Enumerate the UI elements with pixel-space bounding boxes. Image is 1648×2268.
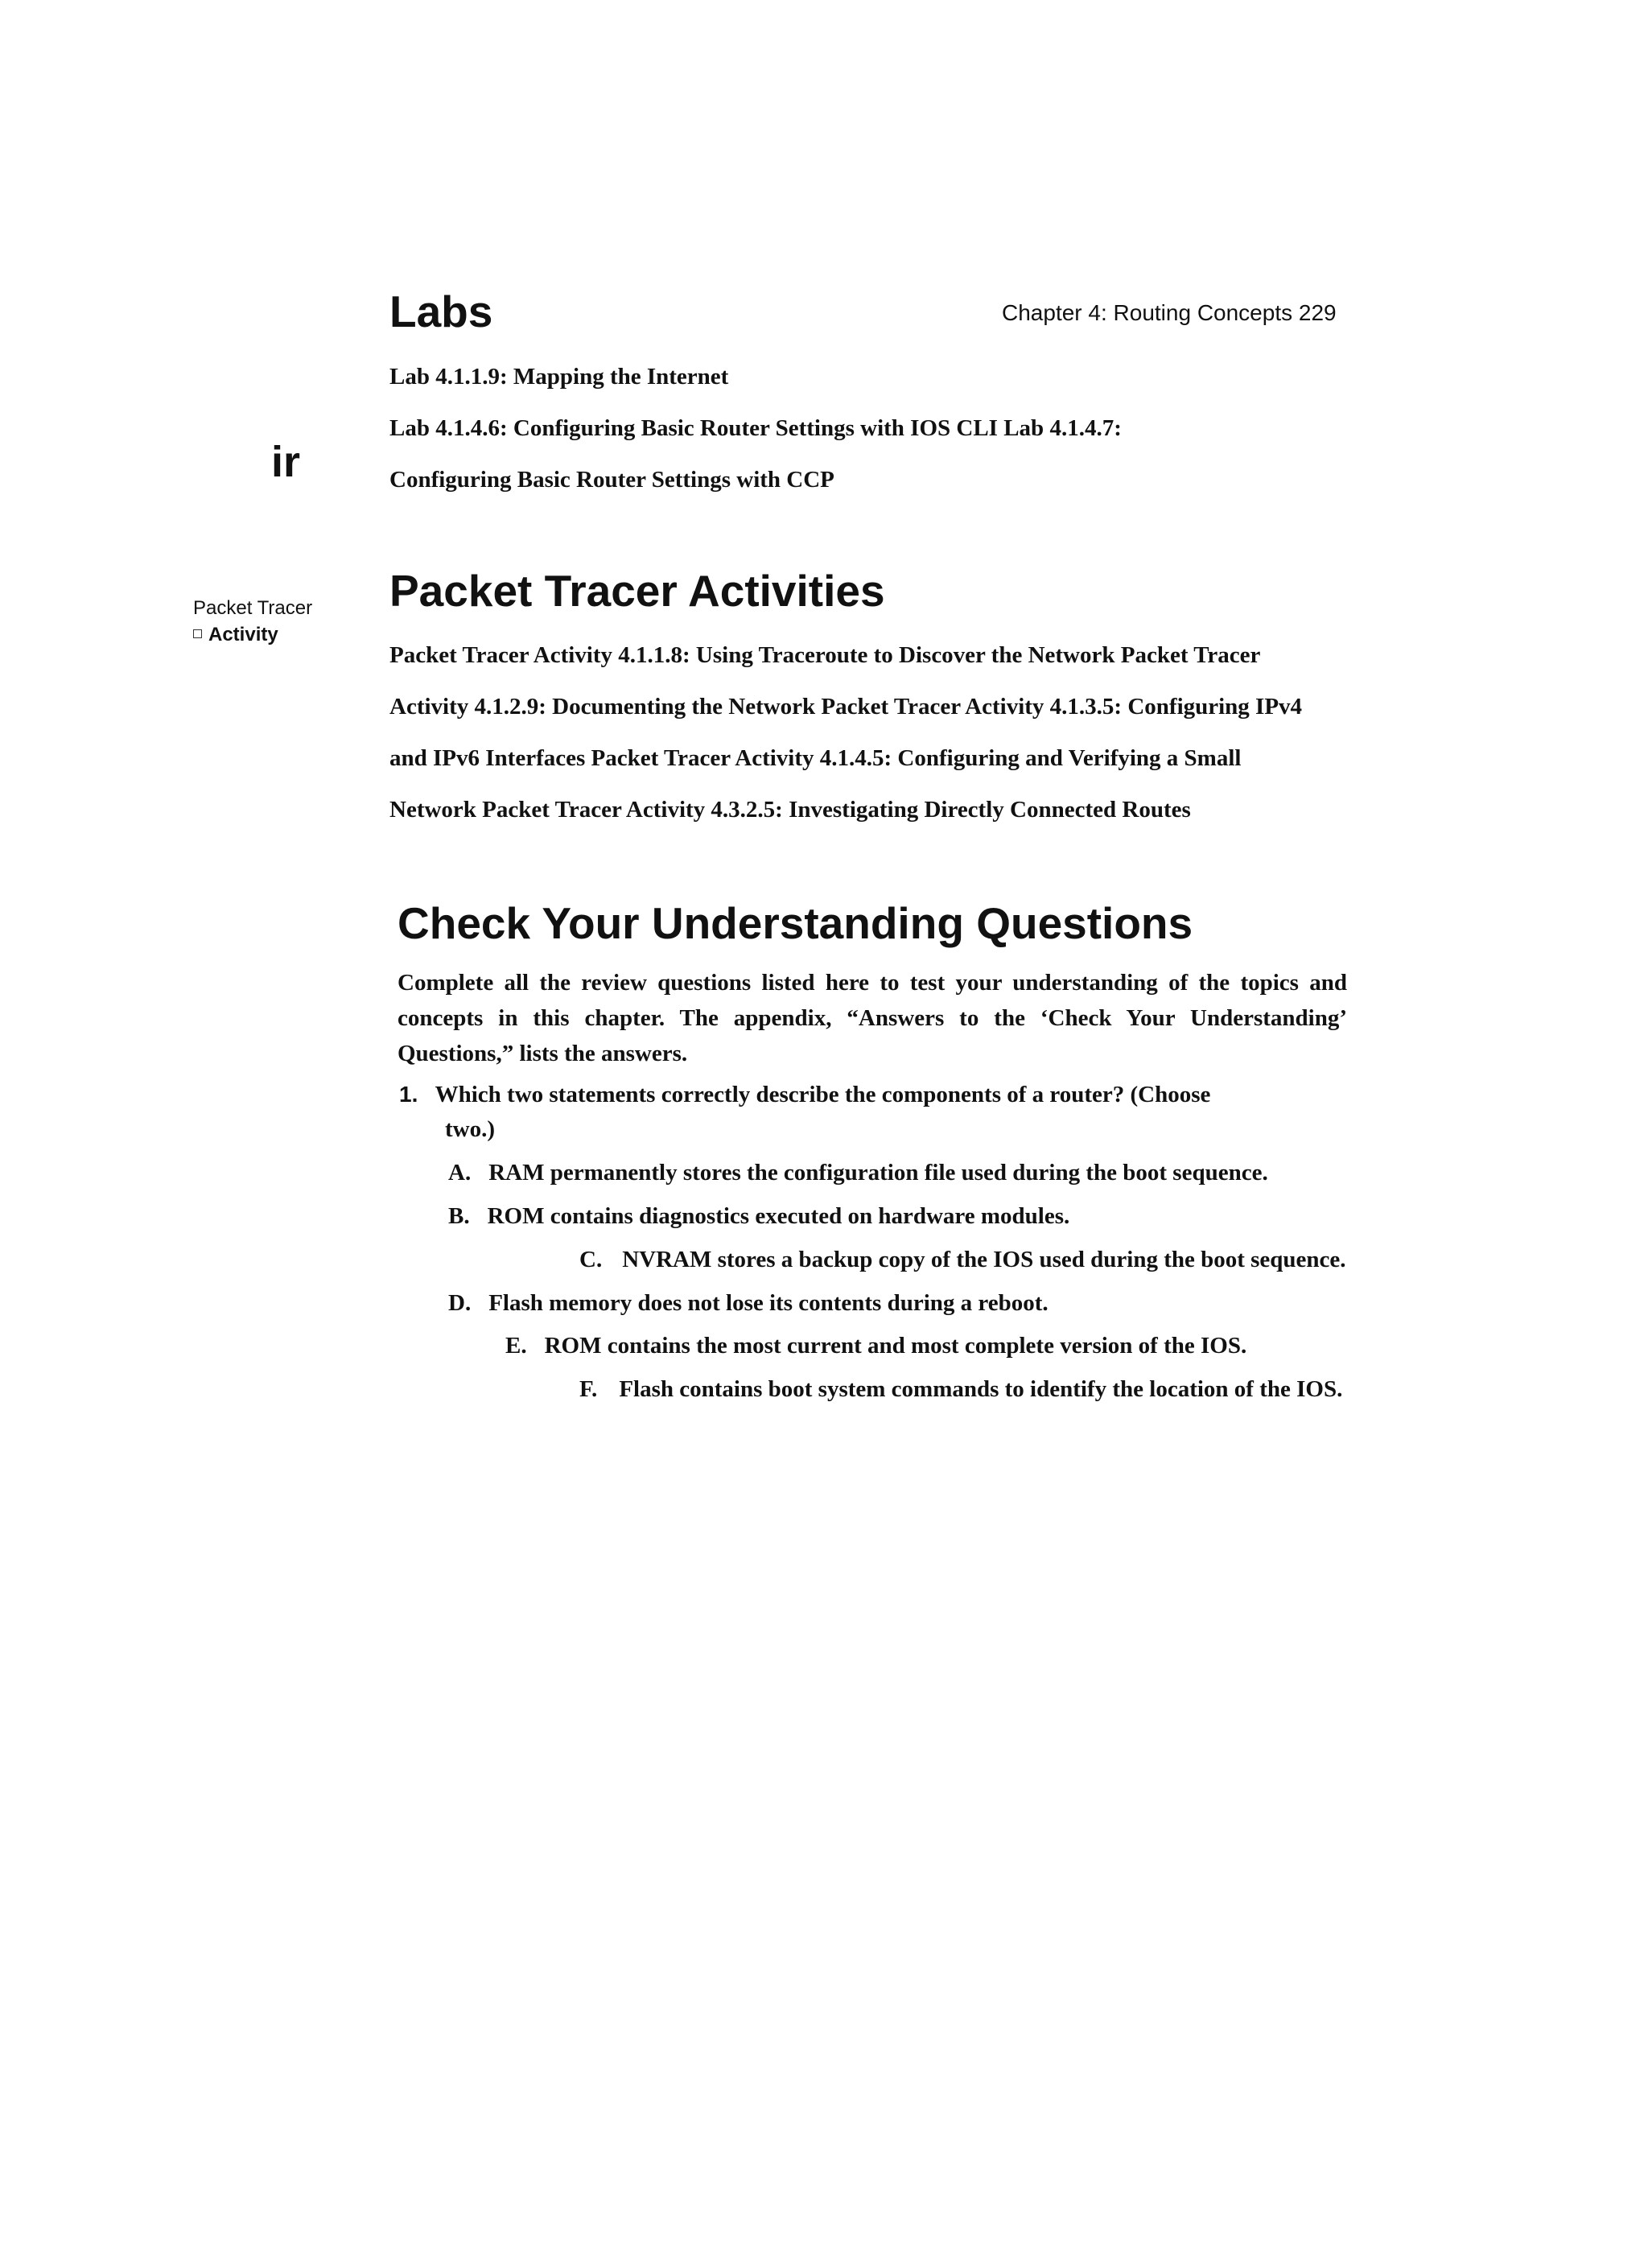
checkbox-icon: [193, 629, 202, 638]
lab-margin-icon: ir: [271, 438, 301, 486]
packet-tracer-margin-label: Packet Tracer: [193, 597, 313, 619]
answer-option-e: [505, 1334, 1246, 1358]
question-text-continued: two.): [445, 1116, 496, 1142]
check-understanding-heading: Check Your Understanding Questions: [398, 898, 1193, 948]
running-header: Chapter 4: Routing Concepts 229: [1002, 300, 1337, 325]
option-text: RAM permanently stores the configuration file used during the boot sequence.: [488, 1160, 1268, 1186]
option-letter: C.: [579, 1247, 603, 1272]
lab-line-1: Lab 4.1.1.9: Mapping the Internet: [389, 364, 729, 390]
answer-option-d: [448, 1292, 1049, 1315]
option-letter: B.: [448, 1203, 470, 1229]
packet-tracer-heading: Packet Tracer Activities: [389, 566, 885, 616]
answer-option-f: [579, 1378, 1342, 1401]
answer-option-c: [579, 1248, 1346, 1272]
option-letter: E.: [505, 1333, 527, 1359]
option-text: ROM contains the most current and most complete version of the IOS.: [544, 1333, 1247, 1359]
question-1: [399, 1083, 1210, 1107]
packet-tracer-line-2: Activity 4.1.2.9: Documenting the Network Packet Tracer Activity 4.1.3.5: Configuring IPv4: [389, 694, 1303, 720]
activity-margin-text: Activity: [208, 624, 278, 645]
option-letter: A.: [448, 1160, 472, 1186]
option-letter: D.: [448, 1290, 472, 1316]
option-text: Flash memory does not lose its contents during a reboot.: [488, 1290, 1049, 1316]
option-text: NVRAM stores a backup copy of the IOS used during the boot sequence.: [622, 1247, 1346, 1272]
lab-line-3: Configuring Basic Router Settings with CCP: [389, 467, 834, 493]
check-understanding-intro: Complete all the review questions listed here to test your understanding of the topics and concepts in this chapter. The appendix, “Answers to the ‘Check Your Understanding’ Questions,” lists the answers.: [398, 970, 1347, 1066]
labs-heading: Labs: [389, 287, 493, 336]
question-number: 1.: [399, 1082, 418, 1107]
answer-option-b: [448, 1205, 1069, 1228]
option-text: ROM contains diagnostics executed on hardware modules.: [487, 1203, 1070, 1229]
packet-tracer-line-1: Packet Tracer Activity 4.1.1.8: Using Traceroute to Discover the Network Packet Tracer: [389, 642, 1261, 668]
packet-tracer-line-3: and IPv6 Interfaces Packet Tracer Activity 4.1.4.5: Configuring and Verifying a Small: [389, 745, 1242, 771]
option-letter: F.: [579, 1376, 598, 1402]
packet-tracer-line-4: Network Packet Tracer Activity 4.3.2.5: Investigating Directly Connected Routes: [389, 797, 1191, 823]
option-text: Flash contains boot system commands to identify the location of the IOS.: [619, 1376, 1343, 1402]
activity-margin-label: [193, 624, 278, 646]
lab-line-2: Lab 4.1.4.6: Configuring Basic Router Settings with IOS CLI Lab 4.1.4.7:: [389, 415, 1122, 441]
question-text: Which two statements correctly describe the components of a router? (Choose: [435, 1082, 1211, 1107]
answer-option-a: [448, 1161, 1268, 1185]
